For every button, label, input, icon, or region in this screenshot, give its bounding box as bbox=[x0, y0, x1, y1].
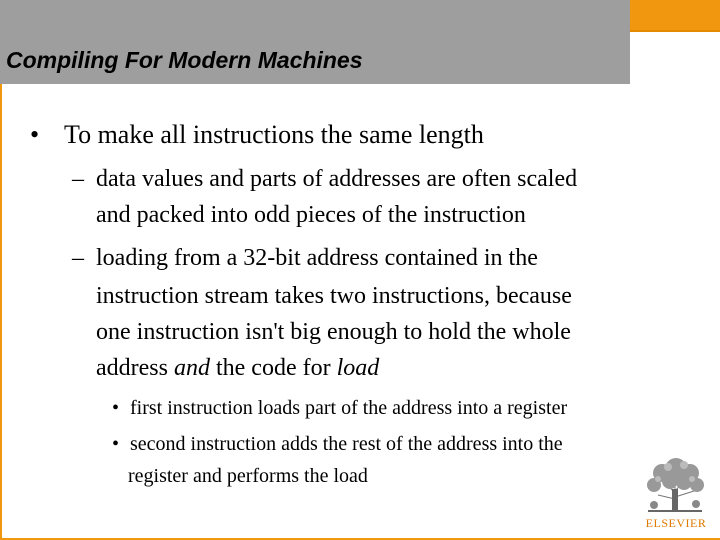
sub-sub-bullet-text: register and performs the load bbox=[128, 465, 368, 487]
sub-bullet-line bbox=[96, 355, 379, 382]
sub-bullet-text: loading from a 32-bit address contained in the bbox=[96, 245, 538, 271]
dot-marker: • bbox=[112, 433, 120, 455]
bullet-marker: • bbox=[30, 120, 40, 149]
sub-sub-bullet-text: first instruction loads part of the address into a register bbox=[130, 397, 568, 419]
slide-title: Compiling For Modern Machines bbox=[6, 47, 363, 73]
dash-marker: – bbox=[72, 245, 84, 271]
sub-bullet-text: and packed into odd pieces of the instruction bbox=[96, 202, 526, 228]
elsevier-logo-text: ELSEVIER bbox=[645, 516, 707, 530]
sub-bullet-text: one instruction isn't big enough to hold the whole bbox=[96, 319, 571, 345]
side-rule bbox=[0, 84, 2, 540]
accent-line bbox=[630, 30, 720, 32]
text-run: the code for bbox=[209, 355, 337, 381]
sub-bullet-text: instruction stream takes two instructions, because bbox=[96, 283, 572, 309]
dash-marker: – bbox=[72, 166, 84, 192]
emphasis-and: and bbox=[173, 355, 210, 381]
dot-marker: • bbox=[112, 397, 120, 419]
sub-sub-bullet-text: second instruction adds the rest of the address into the bbox=[130, 433, 563, 455]
emphasis-load: load bbox=[336, 355, 380, 381]
accent-tab bbox=[630, 0, 720, 32]
bullet-text: To make all instructions the same length bbox=[64, 120, 484, 149]
sub-bullet-text: data values and parts of addresses are often scaled bbox=[96, 166, 578, 192]
text-run: address bbox=[96, 355, 174, 381]
